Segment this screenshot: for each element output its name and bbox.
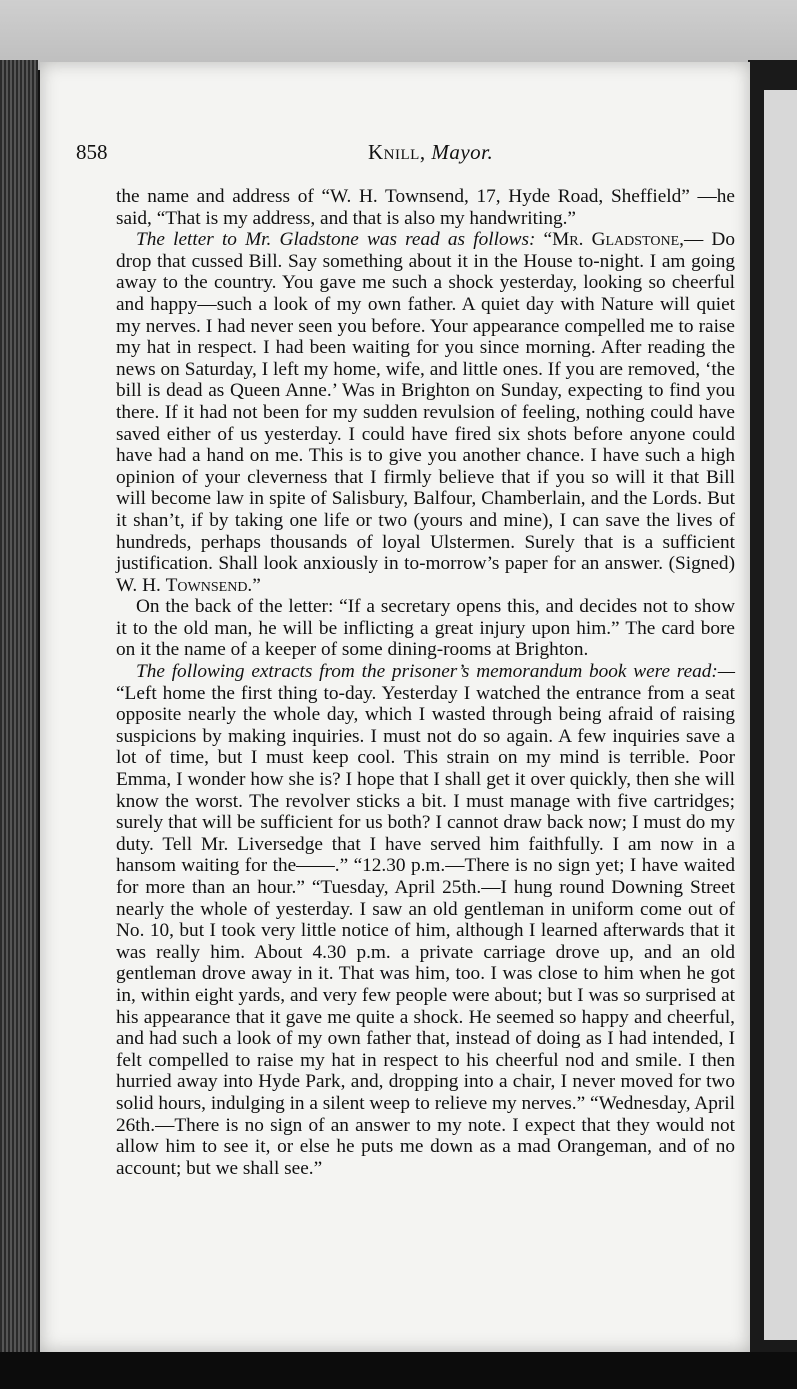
page-header <box>76 140 726 180</box>
memorandum-text: “Left home the first thing to-day. Yesterday I watched the entrance from a seat opposite nearly the whole day, which I wasted through being afraid of raising suspicions by making inquiries. I must not do so again. A few inquiries save a lot of time, but I must keep cool. This strain on my mind is terrible. Poor Emma, I wonder how she is? I hope that I shall get it over quickly, then she will know the worst. The revolver sticks a bit. I must manage with five cartridges; surely that will be sufficient for us both? I cannot draw back now; I must do my duty. Tell Mr. Liversedge that I have served him faithfully. I am now in a hansom waiting for the——.” “12.30 p.m.—There is no sign yet; I have waited for more than an hour.” “Tuesday, April 25th.—I hung round Downing Street nearly the whole of yesterday. I saw an old gentleman in uniform come out of No. 10, but I took very little notice of him, although I learned afterwards that it was really him. About 4.30 p.m. a private carriage drove up, and an old gentleman drove away in it. That was him, too. I was close to him when he got in, within eight yards, and very few people were about; but I was so surprised at his appearance that it gave me quite a shock. He seemed so happy and cheerful, and had such a look of my own father that, instead of doing as I had intended, I felt compelled to raise my hat in respect to his cheerful nod and smile. I then hurried away into Hyde Park, and, dropping into a chair, I never moved for two solid hours, indulging in a silent weep to relieve my nerves.” “Wednesday, April 26th.—There is no sign of an answer to my note. I expect that they would not allow him to see it, or else he puts me down as a mad Orangeman, and of no account; but we shall see.” <box>116 682 735 1179</box>
scan-top-margin <box>0 0 797 70</box>
letter-salutation: “Mr. Gladstone,— <box>543 229 704 251</box>
letter-text: Do drop that cussed Bill. Say something about it in the House to-night. I am going away to the country. You gave me such a shock yesterday, looking so cheerful and happy—such a look of my own father. A quiet day with Nature will quiet my nerves. I had never seen you before. Your appearance compelled me to raise my hat in respect. I had been waiting for you since morning. After reading the news on Saturday, I left my home, wife, and little ones. If you are removed, ‘the bill is dead as Queen Anne.’ Was in Brighton on Sunday, expecting to find you there. If it had not been for my sudden revulsion of feeling, nothing could have saved either of us yesterday. I could have fired six shots before anyone could have had a hand on me. This is to give you another chance. I have such a high opinion of your cleverness that I firmly believe that if you so will it that Bill will become law in spite of Salisbury, Balfour, Chamberlain, and the Lords. But it shan’t, if by taking one life or two (yours and mine), I can save the lives of hundreds, perhaps thousands of loyal Ulstermen. Surely that is a sufficient justification. Shall look anxiously in to-morrow’s paper for an answer. (Signed) W. H. <box>116 229 735 596</box>
paragraph-memorandum <box>116 661 735 1179</box>
paragraph-letter <box>116 229 735 596</box>
memorandum-intro: The following extracts from the prisoner’s memorandum book were read:— <box>136 661 735 683</box>
book-page-edges-left <box>0 60 38 1360</box>
body-text <box>116 186 735 1179</box>
facing-page-strip <box>764 90 797 1340</box>
page-number: 858 <box>76 140 108 164</box>
scan-bottom-shadow <box>0 1352 797 1389</box>
running-title-role: Mayor. <box>431 140 494 164</box>
running-title <box>368 140 493 165</box>
paragraph-back-of-letter: On the back of the letter: “If a secretary opens this, and decides not to show it to the old man, he will be inflicting a great injury upon him.” The card bore on it the name of a keeper of some dining-rooms at Brighton. <box>116 596 735 661</box>
letter-intro: The letter to Mr. Gladstone was read as follows: <box>136 229 536 251</box>
paragraph-1: the name and address of “W. H. Townsend, 17, Hyde Road, Sheffield” —he said, “That is my address, and that is also my handwriting.” <box>116 186 735 229</box>
letter-signature: Townsend.” <box>165 574 261 596</box>
running-title-name: Knill, <box>368 140 426 164</box>
